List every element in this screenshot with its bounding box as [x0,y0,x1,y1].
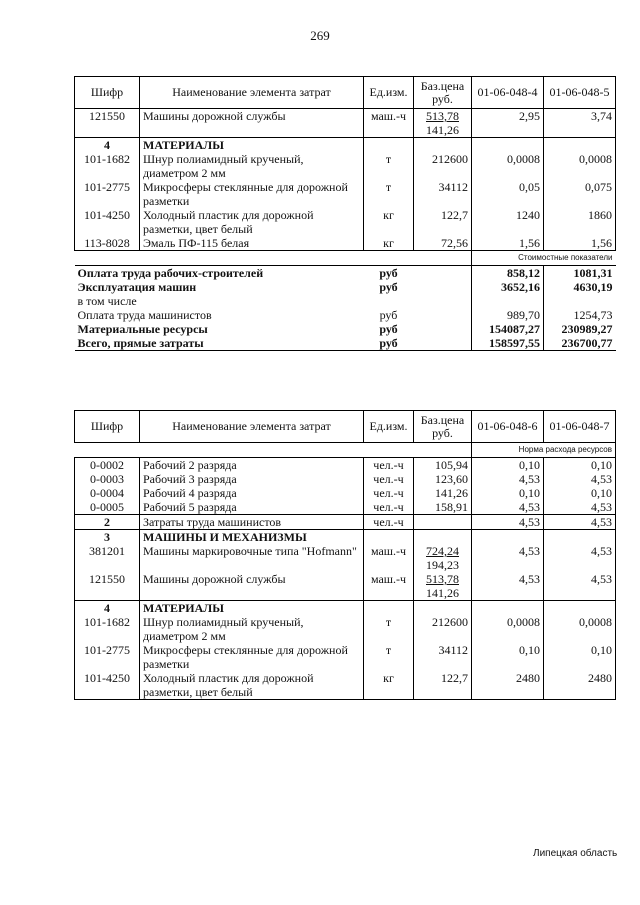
row-price [414,109,472,138]
row-unit: кг [364,208,414,236]
price-bottom: 141,26 [426,123,459,137]
table-row [75,572,616,601]
row-code: 101-1682 [75,152,140,180]
row-value-b: 2480 [544,671,616,700]
row-name: Машины дорожной службы [140,572,364,601]
header-col-b: 01-06-048-5 [544,77,616,109]
row-code: 121550 [75,572,140,601]
row-code: 101-2775 [75,643,140,671]
total-row [75,266,616,281]
row-name: Рабочий 3 разряда [140,472,364,486]
price-top: 513,78 [426,109,459,123]
row-value-b: 0,10 [544,458,616,473]
table-row [75,615,616,643]
row-code: 0-0005 [75,500,140,515]
total-value-b: 230989,27 [561,322,613,336]
header-price: Баз.цена руб. [414,77,472,109]
row-price: 123,60 [414,472,472,486]
table-row [75,458,616,473]
section-header-row [75,530,616,545]
row-name: Рабочий 5 разряда [140,500,364,515]
row-price: 122,7 [414,208,472,236]
row-name: Микросферы стеклянные для дорожной разметки [140,643,364,671]
total-value-a [472,294,544,308]
footer-region: Липецкая область [533,848,618,859]
row-name: Холодный пластик для дорожной разметки, цвет белый [140,671,364,700]
price-top: 724,24 [426,544,459,558]
total-row [75,294,616,308]
row-unit: т [364,615,414,643]
row-code: 121550 [75,109,140,138]
table-row [75,671,616,700]
row-unit: маш.-ч [364,544,414,572]
row-unit: маш.-ч [364,572,414,601]
resource-table-2 [74,410,616,700]
section-title: МАТЕРИАЛЫ [140,138,364,153]
header-name: Наименование элемента затрат [140,411,364,443]
row-value-b: 0,10 [544,486,616,500]
row-value-a: 4,53 [472,500,544,515]
row-value-b: 0,0008 [544,152,616,180]
row-unit: кг [364,236,414,251]
section-row [75,515,616,530]
table-row [75,180,616,208]
norm-caption: Норма расхода ресурсов [472,443,616,458]
section-unit: чел.-ч [364,515,414,530]
row-price: 34112 [414,180,472,208]
section-value-a: 4,53 [472,515,544,530]
row-price: 212600 [414,152,472,180]
table-row [75,500,616,515]
row-code: 101-2775 [75,180,140,208]
header-unit: Ед.изм. [364,77,414,109]
total-value-a: 158597,55 [472,336,544,351]
total-name: Оплата труда рабочих-строителей [75,266,364,281]
row-unit: т [364,643,414,671]
row-value-a: 0,10 [472,458,544,473]
total-value-b: 236700,77 [544,336,616,351]
total-value-b [544,294,616,308]
header-unit: Ед.изм. [364,411,414,443]
row-code: 101-4250 [75,208,140,236]
row-value-a: 1240 [472,208,544,236]
table-header-row [75,77,616,109]
row-name: Машины маркировочные типа "Hofmann" [140,544,364,572]
row-name: Холодный пластик для дорожной разметки, цвет белый [140,208,364,236]
row-code: 101-4250 [75,671,140,700]
row-code: 0-0002 [75,458,140,473]
total-value-a: 858,12 [472,266,544,281]
total-name: в том числе [77,294,137,308]
row-value-b: 0,0008 [544,615,616,643]
row-value-b: 1,56 [544,236,616,251]
row-code: 101-1682 [75,615,140,643]
section-header-row [75,601,616,616]
row-price [414,544,472,572]
price-bottom: 194,23 [426,558,459,572]
table-row [75,544,616,572]
section-number: 4 [75,601,140,616]
total-row [75,308,616,322]
row-value-a: 0,05 [472,180,544,208]
table-row [75,208,616,236]
table-row [75,152,616,180]
row-name: Рабочий 4 разряда [140,486,364,500]
table-row [75,643,616,671]
row-value-a: 0,0008 [472,152,544,180]
row-name: Эмаль ПФ-115 белая [140,236,364,251]
price-bottom: 141,26 [426,586,459,600]
row-value-b: 4,53 [544,572,616,601]
section-number: 3 [75,530,140,545]
header-code: Шифр [75,411,140,443]
row-price [414,572,472,601]
total-value-b: 1254,73 [573,308,613,322]
row-unit: чел.-ч [364,486,414,500]
row-value-a: 2480 [472,671,544,700]
row-value-a: 4,53 [472,544,544,572]
header-col-a: 01-06-048-6 [472,411,544,443]
total-value-a: 3652,16 [472,280,544,294]
row-value-b: 0,10 [544,643,616,671]
row-price: 105,94 [414,458,472,473]
row-value-b: 4,53 [544,544,616,572]
row-unit: чел.-ч [364,458,414,473]
total-value-a: 154087,27 [472,322,544,336]
row-value-a: 0,0008 [472,615,544,643]
total-unit: руб [364,336,414,351]
header-name: Наименование элемента затрат [140,77,364,109]
header-code: Шифр [75,77,140,109]
section-number: 4 [75,138,140,153]
page-number: 269 [310,28,330,43]
section-number: 2 [75,515,140,530]
row-code: 113-8028 [75,236,140,251]
header-col-b: 01-06-048-7 [544,411,616,443]
total-unit: руб [379,280,398,294]
header-price: Баз.цена руб. [414,411,472,443]
row-value-a: 4,53 [472,472,544,486]
row-name: Машины дорожной службы [140,109,364,138]
row-value-a: 2,95 [472,109,544,138]
total-unit: руб [379,308,398,322]
resource-table-1 [74,76,616,351]
row-unit: маш.-ч [364,109,414,138]
row-price: 158,91 [414,500,472,515]
total-name: Всего, прямые затраты [75,336,364,351]
table-row [75,236,616,251]
row-value-a: 4,53 [472,572,544,601]
total-value-b: 4630,19 [573,280,613,294]
total-row [75,280,616,294]
total-name: Материальные ресурсы [77,322,208,336]
row-value-a: 1,56 [472,236,544,251]
row-value-b: 4,53 [544,500,616,515]
row-code: 0-0003 [75,472,140,486]
row-code: 381201 [75,544,140,572]
row-value-a: 0,10 [472,486,544,500]
price-top: 513,78 [426,572,459,586]
cost-caption: Стоимостные показатели [472,251,616,266]
row-value-b: 0,075 [544,180,616,208]
row-unit: кг [364,671,414,700]
table-row [75,486,616,500]
row-unit: т [364,180,414,208]
total-unit: руб [379,322,398,336]
section-header-row [75,138,616,153]
row-price: 122,7 [414,671,472,700]
row-value-b: 4,53 [544,472,616,486]
row-name: Шнур полиамидный крученый, диаметром 2 мм [140,615,364,643]
row-price: 141,26 [414,486,472,500]
row-code: 0-0004 [75,486,140,500]
row-price: 72,56 [414,236,472,251]
section-name: Затраты труда машинистов [140,515,364,530]
row-unit: т [364,152,414,180]
row-value-b: 3,74 [544,109,616,138]
total-row [75,336,616,351]
section-value-b: 4,53 [544,515,616,530]
norm-caption-row [75,443,616,458]
table-row [75,109,616,138]
total-row [75,322,616,336]
total-value-a: 989,70 [472,308,544,322]
section-title: МАШИНЫ И МЕХАНИЗМЫ [140,530,364,545]
row-name: Рабочий 2 разряда [140,458,364,473]
row-unit: чел.-ч [364,500,414,515]
row-value-b: 1860 [544,208,616,236]
row-value-a: 0,10 [472,643,544,671]
total-unit: руб [364,266,414,281]
total-name: Оплата труда машинистов [77,308,212,322]
cost-caption-row [75,251,616,266]
section-title: МАТЕРИАЛЫ [140,601,364,616]
row-unit: чел.-ч [364,472,414,486]
row-name: Микросферы стеклянные для дорожной разметки [140,180,364,208]
table-header-row [75,411,616,443]
table-row [75,472,616,486]
total-name: Эксплуатация машин [77,280,197,294]
total-unit [364,294,414,308]
row-price: 34112 [414,643,472,671]
total-value-b: 1081,31 [544,266,616,281]
row-price: 212600 [414,615,472,643]
row-name: Шнур полиамидный крученый, диаметром 2 мм [140,152,364,180]
header-col-a: 01-06-048-4 [472,77,544,109]
